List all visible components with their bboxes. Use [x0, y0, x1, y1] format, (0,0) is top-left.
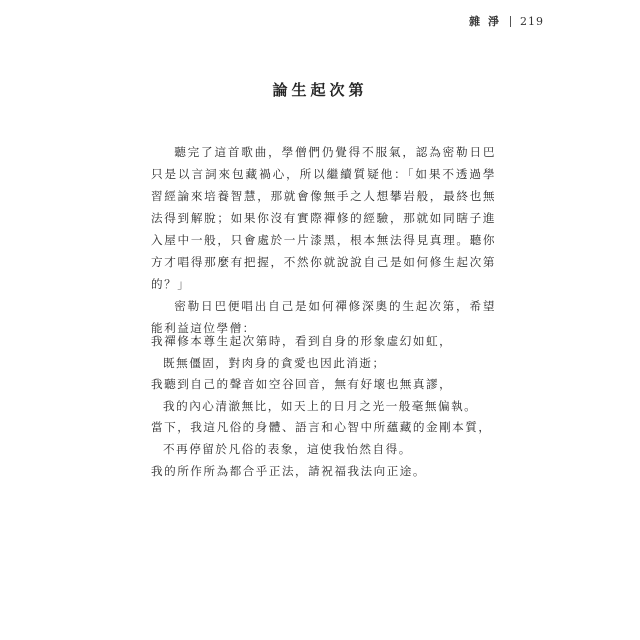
verse-line: 當下，我這凡俗的身體、語言和心智中所蘊藏的金剛本質， — [151, 420, 492, 435]
page-number: 219 — [520, 14, 544, 28]
verse-line: 我的內心清澈無比，如天上的日月之光一般毫無偏執。 — [163, 398, 478, 413]
verse-line: 既無僵固，對肉身的貪愛也因此消逝； — [163, 355, 386, 370]
paragraph: 聽完了這首歌曲，學僧們仍覺得不服氣，認為密勒日巴只是以言詞來包藏禍心，所以繼續質疑他：「如果不透過學習經論來培養智慧，那就會像無手之人想攀岩般，最終也無法得到解脫；如果你沒有實際禪修的經驗，那就如同瞎子進入屋中一般，只會處於一片漆黑，根本無法得見真理。聽你方才唱得那麼有把握，不然你就說說自己是如何修生起次第的？」 — [151, 145, 496, 291]
verse-line: 我聽到自己的聲音如空谷回音，無有好壞也無真謬， — [151, 377, 453, 392]
verse-line: 我的所作所為都合乎正法，請祝福我法向正途。 — [151, 463, 426, 478]
chapter-title: 論生起次第 — [272, 81, 368, 99]
paragraph: 密勒日巴便唱出自己是如何禪修深奧的生起次第，希望能利益這位學僧： — [151, 299, 496, 335]
verse-line: 不再停留於凡俗的表象，這使我怡然自得。 — [163, 441, 412, 456]
prose-body — [151, 141, 496, 339]
verse-block — [151, 331, 496, 482]
running-head-divider — [510, 16, 511, 27]
running-head — [469, 13, 544, 29]
running-head-section: 雜 淨 — [469, 15, 501, 28]
verse-line: 我禪修本尊生起次第時，看到自身的形象虛幻如虹， — [151, 334, 453, 348]
